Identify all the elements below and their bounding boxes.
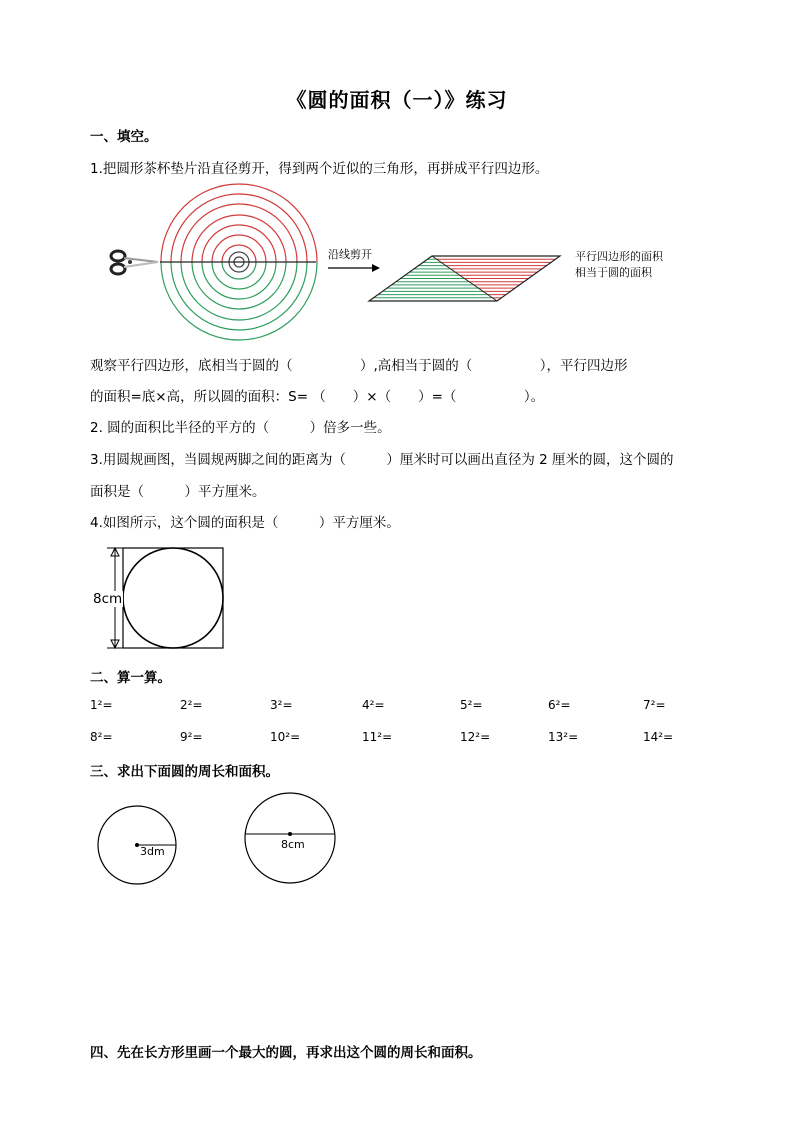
square-exercise-row1-7: 7²= <box>643 698 666 712</box>
question-4-text: 4.如图所示，这个圆的面积是（ ）平方厘米。 <box>90 515 400 531</box>
square-exercise-row2-1: 8²= <box>90 730 113 744</box>
section-heading-circumference-area: 三、求出下面圆的周长和面积。 <box>90 764 279 780</box>
circle-figures <box>90 800 390 900</box>
inscribed-circle <box>123 548 223 648</box>
square-exercise-row1-4: 4²= <box>362 698 385 712</box>
square-exercise-row2-4: 11²= <box>362 730 393 744</box>
ring-bottom-7 <box>222 262 256 279</box>
ring-bottom-9 <box>234 262 244 267</box>
ring-bottom-6 <box>212 262 266 289</box>
square-exercise-row2-6: 13²= <box>548 730 579 744</box>
section-heading-fill-in: 一、填空。 <box>90 129 158 145</box>
square-exercise-row1-6: 6²= <box>548 698 571 712</box>
parallelogram-note-line-2: 相当于圆的面积 <box>575 266 652 279</box>
question-3-line-1: 3.用圆规画图，当圆规两脚之间的距离为（ ）厘米时可以画出直径为 2 厘米的圆，这个圆的 <box>90 452 674 468</box>
square-exercise-row1-2: 2²= <box>180 698 203 712</box>
section-heading-draw-circle: 四、先在长方形里画一个最大的圆，再求出这个圆的周长和面积。 <box>90 1045 482 1061</box>
page-title: 《圆的面积（一）》练习 <box>286 88 508 112</box>
parallelogram <box>369 256 560 301</box>
question-3-line-2: 面积是（ ）平方厘米。 <box>90 484 266 500</box>
ring-bottom-4 <box>192 262 286 309</box>
circle-cut-figure <box>0 188 794 338</box>
ring-bottom-1 <box>161 262 317 340</box>
arrow-head <box>372 264 380 272</box>
square-exercise-row1-3: 3²= <box>270 698 293 712</box>
question-1-line-2: 观察平行四边形，底相当于圆的（ ）,高相当于圆的（ ），平行四边形 <box>90 358 628 374</box>
scissors-icon <box>111 251 158 274</box>
question-1-line-3: 的面积=底×高，所以圆的面积：S= （ ）×（ ）=（ ）。 <box>90 389 545 405</box>
square-exercise-row2-7: 14²= <box>643 730 674 744</box>
square-exercise-row1-1: 1²= <box>90 698 113 712</box>
ring-top-6 <box>212 235 266 262</box>
ring-bottom-3 <box>181 262 297 320</box>
question-1-text: 1.把圆形茶杯垫片沿直径剪开，得到两个近似的三角形，再拼成平行四边形。 <box>90 161 549 177</box>
ring-top-7 <box>222 245 256 262</box>
question-2-text: 2. 圆的面积比半径的平方的（ ）倍多一些。 <box>90 420 391 436</box>
square-exercise-row2-3: 10²= <box>270 730 301 744</box>
dimension-label: 8cm <box>93 591 123 607</box>
square-exercise-row2-5: 12²= <box>460 730 491 744</box>
square-exercise-row2-2: 9²= <box>180 730 203 744</box>
ring-top-1 <box>161 184 317 262</box>
ring-top-9 <box>234 257 244 262</box>
cut-label: 沿线剪开 <box>328 248 372 261</box>
parallelogram-note-line-1: 平行四边形的面积 <box>575 250 663 263</box>
square-exercise-row1-5: 5²= <box>460 698 483 712</box>
ring-top-3 <box>181 204 297 262</box>
section-heading-calculate: 二、算一算。 <box>90 670 171 686</box>
ring-top-4 <box>192 215 286 262</box>
radius-label: 3dm <box>140 845 165 858</box>
diameter-label: 8cm <box>281 838 305 851</box>
